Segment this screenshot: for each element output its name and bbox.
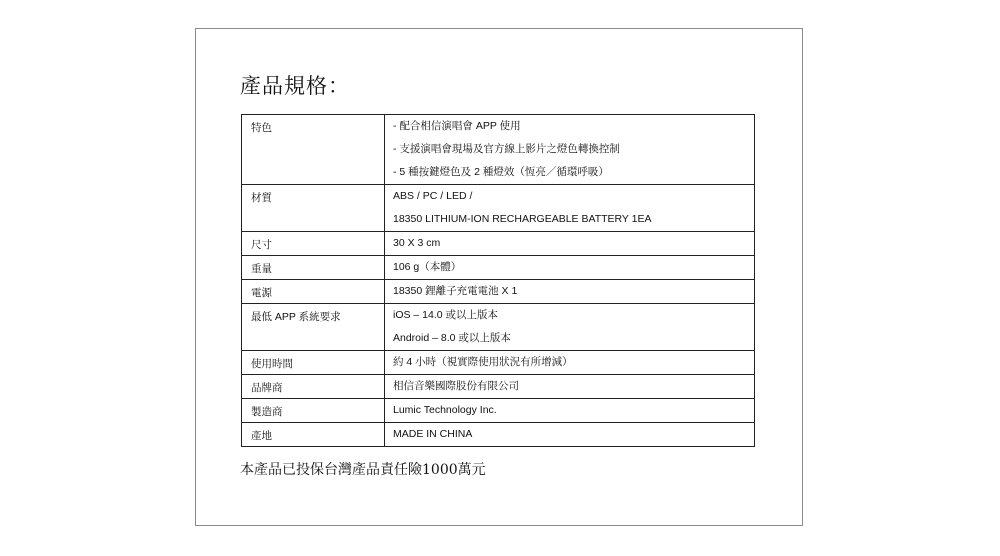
spec-value-line: 18350 LITHIUM-ION RECHARGEABLE BATTERY 1EA (393, 213, 652, 225)
spec-value-line: 約 4 小時（視實際使用狀況有所增減） (393, 356, 573, 368)
spec-value (385, 375, 755, 399)
table-row (242, 232, 755, 256)
spec-value-line: 相信音樂國際股份有限公司 (393, 380, 519, 392)
table-row (242, 115, 755, 185)
spec-value (385, 304, 755, 351)
spec-value (385, 423, 755, 447)
spec-value (385, 185, 755, 232)
spec-label: 使用時間 (242, 351, 385, 375)
spec-label: 特色 (242, 115, 385, 185)
spec-value (385, 351, 755, 375)
spec-value (385, 256, 755, 280)
spec-value-line: MADE IN CHINA (393, 428, 473, 440)
spec-value-line: 106 g（本體） (393, 261, 462, 273)
page-title: 產品規格： (240, 74, 350, 98)
spec-value (385, 280, 755, 304)
spec-value-line: ABS / PC / LED / (393, 190, 473, 202)
spec-value (385, 115, 755, 185)
spec-value-line: 18350 鋰離子充電電池 X 1 (393, 285, 518, 297)
spec-label: 材質 (242, 185, 385, 232)
spec-label: 產地 (242, 423, 385, 447)
spec-value-line: - 配合相信演唱會 APP 使用 (393, 120, 521, 132)
spec-value-line: Lumic Technology Inc. (393, 404, 497, 416)
table-row (242, 280, 755, 304)
table-row (242, 351, 755, 375)
spec-label: 電源 (242, 280, 385, 304)
spec-value-line: Android – 8.0 或以上版本 (393, 332, 511, 344)
table-row (242, 399, 755, 423)
spec-value-line: - 支援演唱會現場及官方線上影片之燈色轉換控制 (393, 143, 620, 155)
spec-label: 重量 (242, 256, 385, 280)
insurance-note: 本產品已投保台灣產品責任險1000萬元 (240, 462, 486, 478)
spec-value-line: - 5 種按鍵燈色及 2 種燈效（恆亮／循環呼吸） (393, 166, 609, 178)
table-row (242, 185, 755, 232)
spec-label: 尺寸 (242, 232, 385, 256)
spec-table (241, 114, 755, 447)
spec-value-line: iOS – 14.0 或以上版本 (393, 309, 499, 321)
table-row (242, 304, 755, 351)
table-row (242, 423, 755, 447)
table-row (242, 256, 755, 280)
spec-value (385, 399, 755, 423)
table-row (242, 375, 755, 399)
spec-label: 品牌商 (242, 375, 385, 399)
spec-label: 最低 APP 系統要求 (242, 304, 385, 351)
spec-value (385, 232, 755, 256)
spec-label: 製造商 (242, 399, 385, 423)
spec-value-line: 30 X 3 cm (393, 237, 441, 249)
